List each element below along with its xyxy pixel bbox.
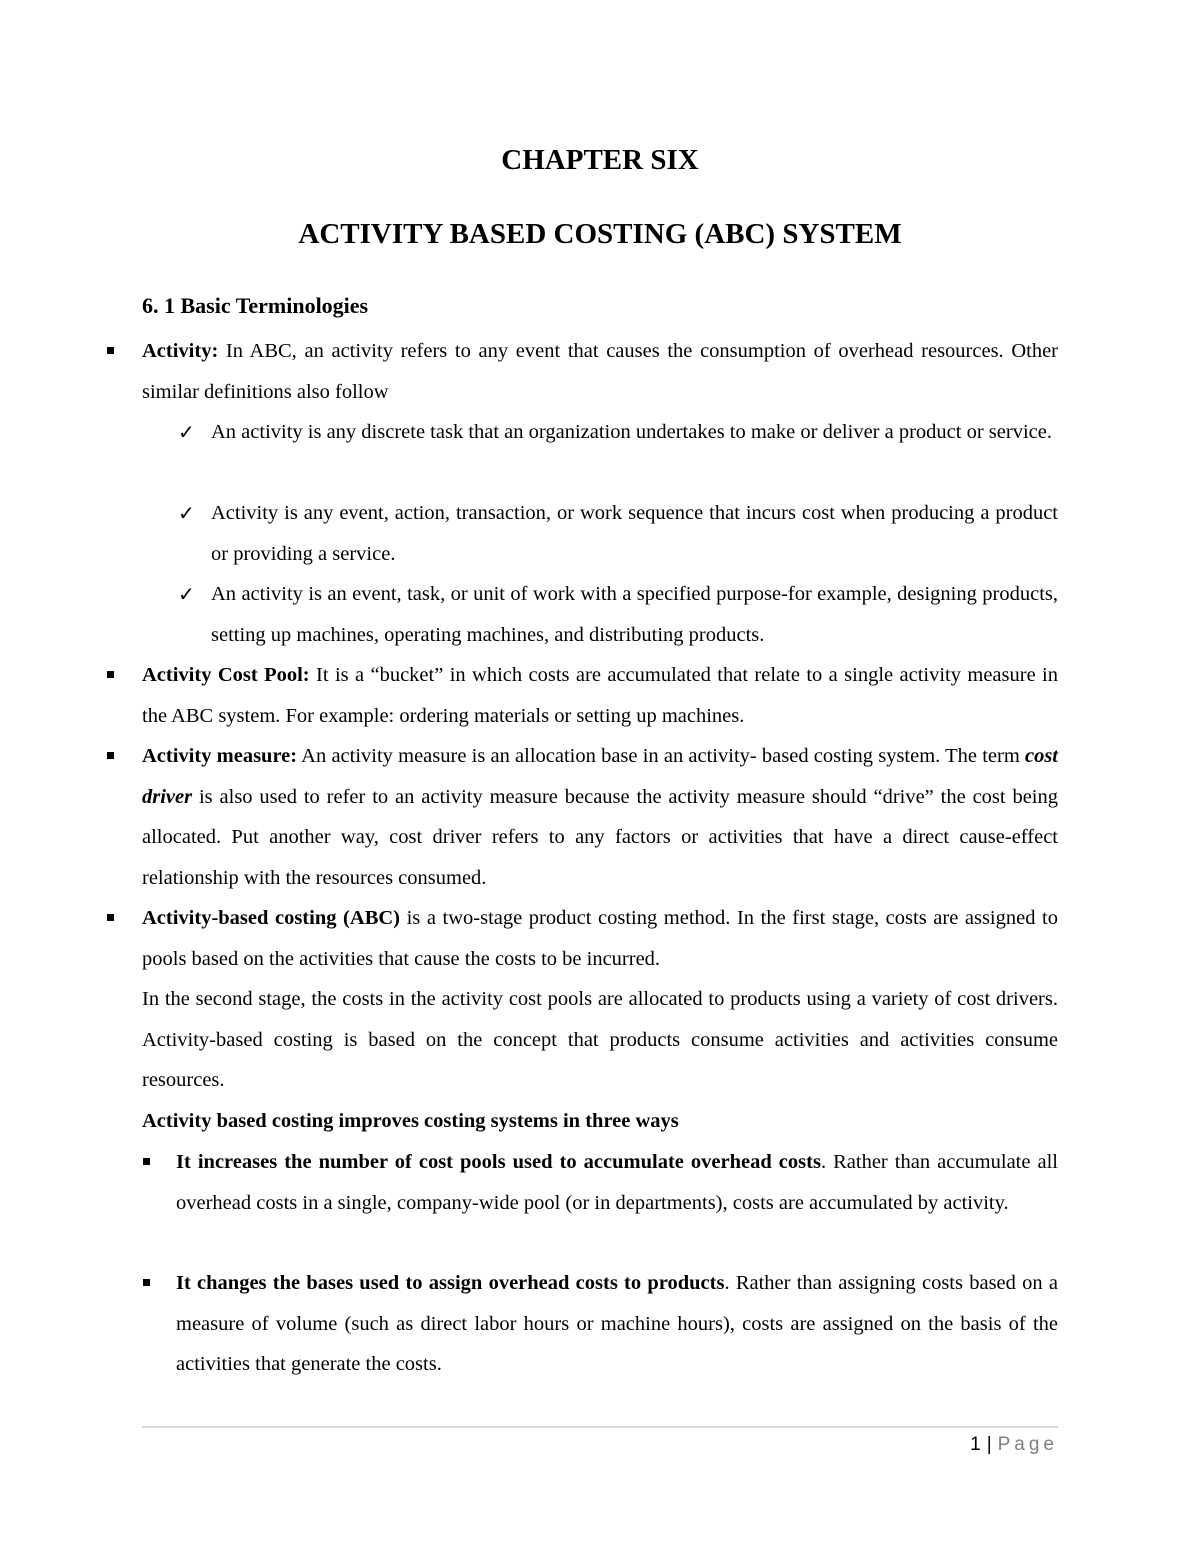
activity-measure-text-after: is also used to refer to an activity measure because the activity measure should “drive” the cost being allocated. Put another way, cost driver refers to any factors or activities that have a direct cause-effect relationship with the resources consumed. — [142, 785, 1058, 889]
square-bullet-icon — [143, 1158, 150, 1165]
cost-driver-emphasis: cost driver — [142, 745, 1058, 808]
improvement-item-1-rest: . Rather than accumulate all overhead costs in a single, company-wide pool (or in departments), costs are accumulated by activity. — [176, 1151, 1058, 1214]
footer-divider — [142, 1426, 1058, 1428]
activity-subitem-3: An activity is an event, task, or unit of work with a specified purpose-for example, designing products, setting up machines, operating machines, and distributing products. — [211, 583, 1058, 646]
improvement-item-2-rest: . Rather than assigning costs based on a measure of volume (such as direct labor hours or machine hours), costs are assigned on the basis of the activities that generate the costs. — [176, 1272, 1058, 1375]
abc-term: Activity-based costing (ABC) — [142, 907, 400, 929]
square-bullet-icon — [107, 347, 114, 354]
activity-definition-text: In ABC, an activity refers to any event that causes the consumption of overhead resources. Other similar definitions also follow — [142, 340, 1058, 403]
square-bullet-icon — [143, 1279, 150, 1286]
chapter-subtitle: ACTIVITY BASED COSTING (ABC) SYSTEM — [298, 218, 902, 250]
improvement-item-1 — [176, 1142, 1058, 1223]
cost-pool-term: Activity Cost Pool: — [142, 664, 310, 686]
square-bullet-icon — [107, 752, 114, 759]
square-bullet-icon — [107, 671, 114, 678]
improvements-heading — [142, 1101, 1058, 1142]
improvement-item-1-bold: It increases the number of cost pools used to accumulate overhead costs — [176, 1151, 821, 1173]
activity-definition — [142, 331, 1058, 412]
abc-definition — [142, 898, 1058, 979]
square-bullet-icon — [107, 914, 114, 921]
improvements-heading-text: Activity based costing improves costing systems in three ways — [142, 1110, 679, 1132]
page-footer — [970, 1433, 1058, 1457]
improvement-item-2-bold: It changes the bases used to assign overhead costs to products — [176, 1272, 725, 1294]
checkmark-icon: ✓ — [178, 582, 195, 606]
activity-measure-definition — [142, 736, 1058, 898]
page-number: 1 — [970, 1434, 981, 1455]
activity-measure-term: Activity measure: — [142, 745, 298, 767]
page-label: Page — [997, 1434, 1058, 1455]
cost-pool-definition-text: It is a “bucket” in which costs are accumulated that relate to a single activity measure in the ABC system. For example: ordering materials or setting up machines. — [142, 664, 1058, 727]
footer-separator: | — [986, 1434, 992, 1455]
abc-second-paragraph: In the second stage, the costs in the activity cost pools are allocated to products using a variety of cost drivers. Activity-based costing is based on the concept that products consume activities and activities consume resources. — [142, 988, 1058, 1091]
cost-pool-definition — [142, 655, 1058, 736]
section-heading: 6. 1 Basic Terminologies — [142, 293, 369, 318]
activity-subitem-1: An activity is any discrete task that an organization undertakes to make or deliver a product or service. — [211, 421, 1052, 443]
improvement-item-2 — [176, 1263, 1058, 1385]
abc-definition-text: is a two-stage product costing method. In the first stage, costs are assigned to pools based on the activities that cause the costs to be incurred. — [142, 907, 1058, 970]
activity-subitem-2: Activity is any event, action, transaction, or work sequence that incurs cost when producing a product or providing a service. — [211, 502, 1058, 565]
activity-measure-text-before: An activity measure is an allocation base in an activity- based costing system. The term — [297, 745, 1025, 767]
checkmark-icon: ✓ — [178, 501, 195, 525]
checkmark-icon: ✓ — [178, 420, 195, 444]
activity-term: Activity: — [142, 340, 219, 362]
chapter-title: CHAPTER SIX — [501, 144, 699, 176]
